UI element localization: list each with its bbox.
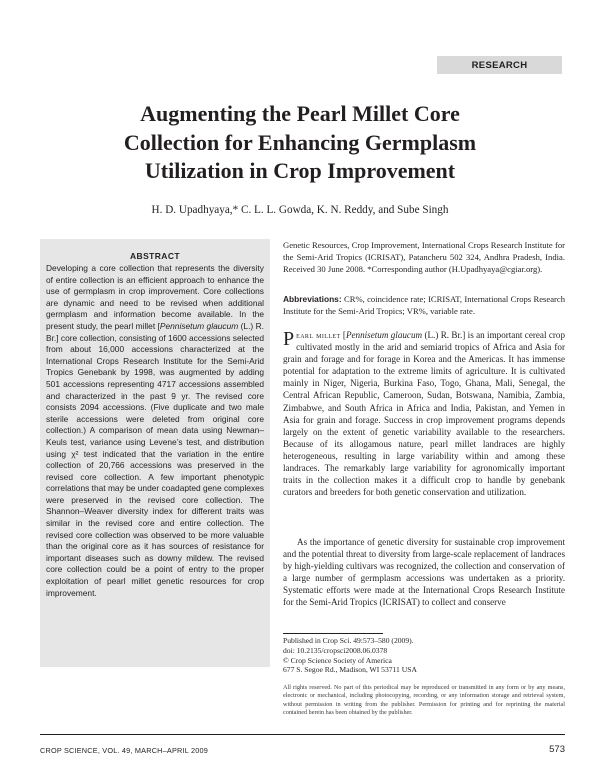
abstract-text-part-2: (L.) R. Br.] core collection, consisting of 1600 accessions selected from about 16,000 accessions characterized at the International Crops Research Institute for the Semi-Arid Tropics Genebank by 1998, was augmented by adding 501 accessions representing 4717 accessions assembled and characterized in the past 9 yr. The revised core consists 2094 accessions. (Five duplicate and two male sterile accessions were deleted from original core collection.) A comparison of mean data using Newman–Keuls test, variance using Levene’s test, and distribution using χ² test indicated that the variation in the entire collection of 20,766 accessions was preserved in the revised core collection. A few important phenotypic correlations that may be under coadapted gene complexes were preserved in the revised core collection. The Shannon–Weaver diversity index for different traits was similar in the revised core and entire collection. The revised core collection was observed to be more valuable than the original core as it has sources of resistance for important diseases such as downy mildew. The revised core collection could be a point of entry to the proper exploitation of pearl millet genetic resources for crop improvement.: [46, 320, 264, 598]
author-affiliation: Genetic Resources, Crop Improvement, International Crops Research Institute for the Semi-Arid Tropics (ICRISAT), Patancheru 502 324, Andhra Pradesh, India. Received 30 June 2008. *Corresponding author (H.Upadhyaya@cgiar.org).: [283, 240, 565, 274]
title-line-3: Utilization in Crop Improvement: [144, 158, 456, 183]
abbreviations-text: CR%, coincidence rate; ICRISAT, International Crops Research Institute for the Semi-Arid Tropics; VR%, variable rate.: [283, 294, 565, 316]
abbreviations-note: [283, 294, 565, 318]
body-paragraph-2: As the importance of genetic diversity for sustainable crop improvement and the potential threat to diversity from large-scale replacement of landraces by high-yielding cultivars was recognized, the collection and conservation of a large number of germplasm accessions was undertaken as a priority. Systematic efforts were made at the International Crops Research Institute for the Semi-Arid Tropics (ICRISAT) to collect and conserve: [283, 537, 565, 608]
publication-doi: doi: 10.2135/cropsci2008.06.0378: [283, 645, 388, 655]
abstract-panel: [40, 239, 270, 667]
title-line-2: Collection for Enhancing Germplasm: [123, 129, 477, 155]
publication-address: 677 S. Segoe Rd., Madison, WI 53711 USA: [283, 665, 417, 675]
author-list: H. D. Upadhyaya,* C. L. L. Gowda, K. N. Reddy, and Sube Singh: [151, 204, 449, 216]
footer-divider: [40, 734, 565, 735]
abbreviations-label: Abbreviations:: [283, 294, 342, 304]
article-title: [40, 100, 560, 186]
body-paragraph-1: [283, 329, 565, 498]
abstract-heading: ABSTRACT: [130, 251, 180, 261]
body-paragraph-1-part-2: (L.) R. Br.] is an important cereal crop cultivated mostly in the arid and semiarid tropics of Africa and Asia for grain and forage and for forage in Korea and the Americas. It has immense potential for adaptation to the extreme limits of agriculture. It is cultivated mainly in Niger, Nigeria, Burkina Faso, Togo, Ghana, Mali, Senegal, the Central African Republic, Cameroon, Sudan, Botswana, Namibia, Zambia, Zimbabwe, and South Africa in Africa and India, Pakistan, and Yemen in Asia for grain and forage. Success in crop improvement programs depends largely on the extent of genetic variability available to the researchers. Because of its allogamous nature, pearl millet landraces are highly heterogeneous, resulting in large variability within and among these landraces. The remarkably large variability for agronomically important traits in the collection makes it a difficult crop to handle by genebank curators and breeders for both genetic conservation and utilization.: [283, 330, 566, 498]
abstract-body: [46, 263, 264, 599]
publication-copyright: © Crop Science Society of America: [283, 655, 392, 665]
footer-journal-info: CROP SCIENCE, VOL. 49, MARCH–APRIL 2009: [40, 746, 208, 755]
page-number: 573: [549, 744, 565, 755]
publication-citation: Published in Crop Sci. 49:573–580 (2009).: [283, 636, 414, 645]
abstract-species-name: Pennisetum glaucum: [159, 320, 239, 331]
publication-divider: [283, 633, 383, 634]
rights-notice: All rights reserved. No part of this periodical may be reproduced or transmitted in any form or by any means, electronic or mechanical, including photocopying, recording, or any information storage and retrieval system, without permission in writing from the publisher. Permission for printing and for reprinting the material contained herein has been obtained by the publisher.: [283, 684, 565, 716]
abstract-text-part-1: Developing a core collection that represents the diversity of entire collection is an efficient approach to enhance the use of germplasm in crop improvement. Core collections are dynamic and need to be revised when additional germplasm and information become available. In the present study, the pearl millet [: [46, 263, 264, 331]
publication-info: [283, 636, 565, 675]
body-species-name: Pennisetum glaucum: [345, 330, 423, 340]
body-paragraph-1-part-1: [: [340, 330, 346, 340]
lead-in-smallcaps: earl millet: [296, 330, 341, 340]
drop-cap: P: [283, 328, 295, 350]
section-label: RESEARCH: [437, 56, 562, 74]
title-line-1: Augmenting the Pearl Millet Core: [140, 101, 460, 126]
